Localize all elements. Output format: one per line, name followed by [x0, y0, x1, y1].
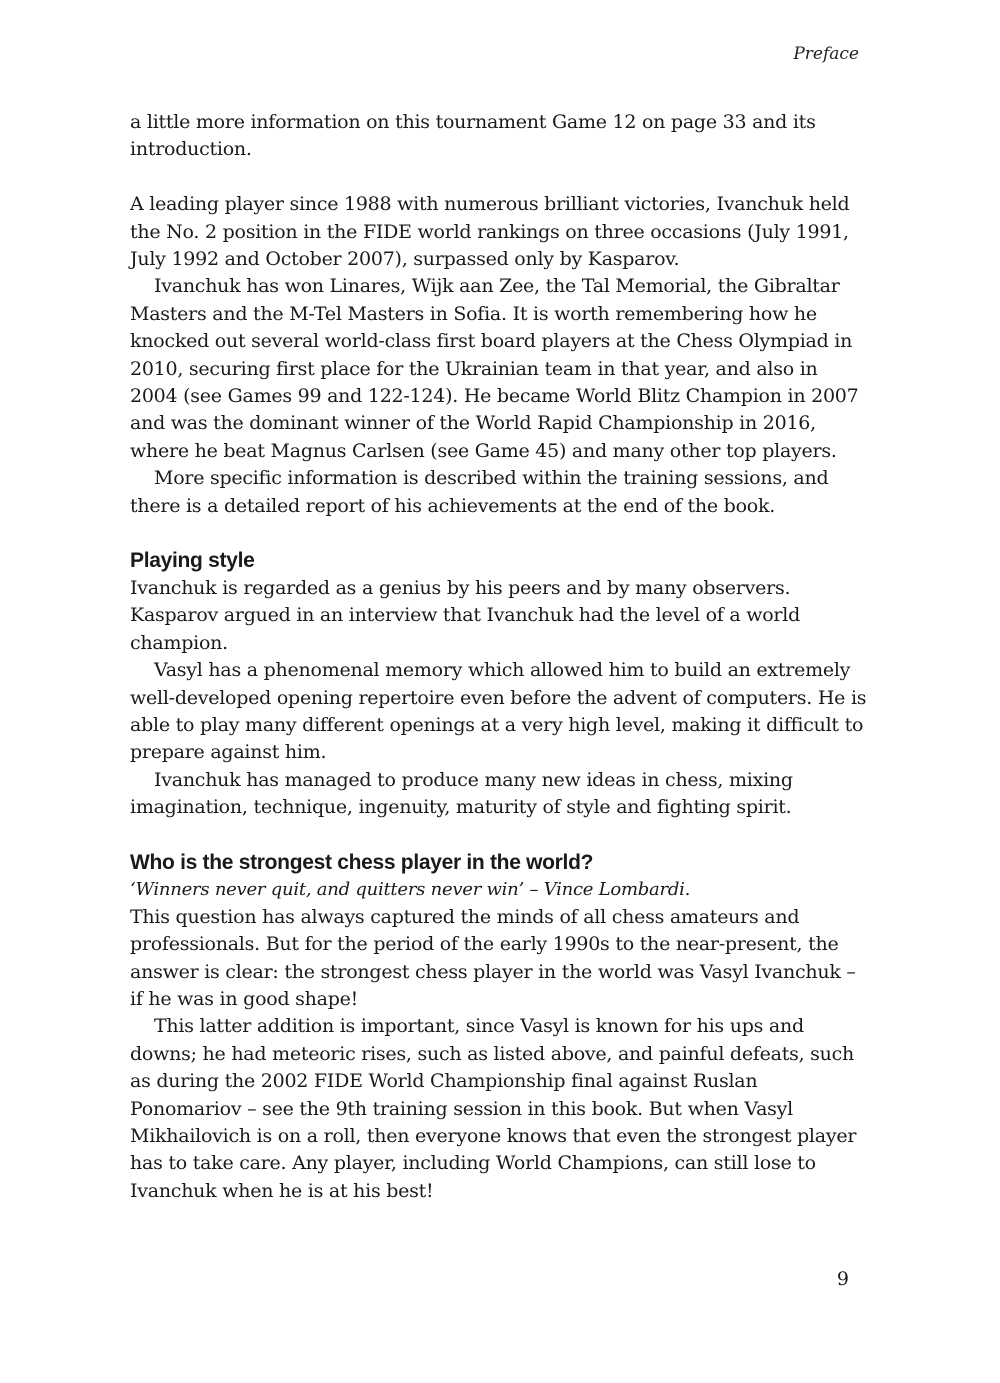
running-head: Preface — [793, 44, 859, 64]
career-paragraph-1: A leading player since 1988 with numerous brilliant victories, Ivanchuk held the No. 2 position in the FIDE world rankings on three occasions (July 1991, July 1992 and October 2007), surpassed only by Kasparov. — [130, 193, 850, 271]
style-paragraph-1: Ivanchuk is regarded as a genius by his peers and by many observers. Kasparov argued in an interview that Ivanchuk had the level of a world champion. — [130, 576, 800, 654]
career-paragraph-2: Ivanchuk has won Linares, Wijk aan Zee, the Tal Memorial, the Gibraltar Masters and the M-Tel Masters in Sofia. It is worth remembering how he knocked out several world-class first board players at the Chess Olympiad in 2010, securing first place for the Ukrainian team in that year, and also in 2004 (see Games 99 and 122-124). He became World Blitz Champion in 2007 and was the dominant winner of the World Rapid Championship in 2016, where he beat Magnus Carlsen (see Game 45) and many other top players. — [130, 275, 859, 462]
style-paragraph-3: Ivanchuk has managed to produce many new ideas in chess, mixing imagination, technique, ingenuity, maturity of style and fighting spirit. — [130, 768, 793, 819]
section-gap — [130, 520, 870, 547]
intro-paragraph: a little more information on this tournament Game 12 on page 33 and its introduction. — [130, 111, 816, 161]
page-number: 9 — [836, 1268, 849, 1290]
body-text — [130, 109, 870, 1205]
strongest-paragraph-1: This question has always captured the minds of all chess amateurs and professionals. But for the period of the early 1990s to the near-present, the answer is clear: the strongest chess player in the world was Vasyl Ivanchuk – if he was in good shape! — [130, 905, 856, 1010]
section-heading-strongest-player: Who is the strongest chess player in the world? — [130, 850, 594, 874]
section-gap — [130, 822, 870, 849]
epigraph-quote: ‘Winners never quit, and quitters never win’ – Vince Lombardi. — [130, 879, 691, 901]
style-paragraph-2: Vasyl has a phenomenal memory which allowed him to build an extremely well-developed opening repertoire even before the advent of computers. He is able to play many different openings at a very high level, making it difficult to prepare against him. — [130, 659, 867, 764]
paragraph-gap — [130, 164, 870, 191]
strongest-paragraph-2: This latter addition is important, since Vasyl is known for his ups and downs; he had meteoric rises, such as listed above, and painful defeats, such as during the 2002 FIDE World Championship final against Ruslan Ponomariov – see the 9th training session in this book. But when Vasyl Mikhailovich is on a roll, then everyone knows that even the strongest player has to take care. Any player, including World Champions, can still lose to Ivanchuk when he is at his best! — [130, 1015, 857, 1202]
career-paragraph-3: More specific information is described within the training sessions, and there is a detailed report of his achievements at the end of the book. — [130, 467, 829, 517]
section-heading-playing-style: Playing style — [130, 549, 255, 573]
